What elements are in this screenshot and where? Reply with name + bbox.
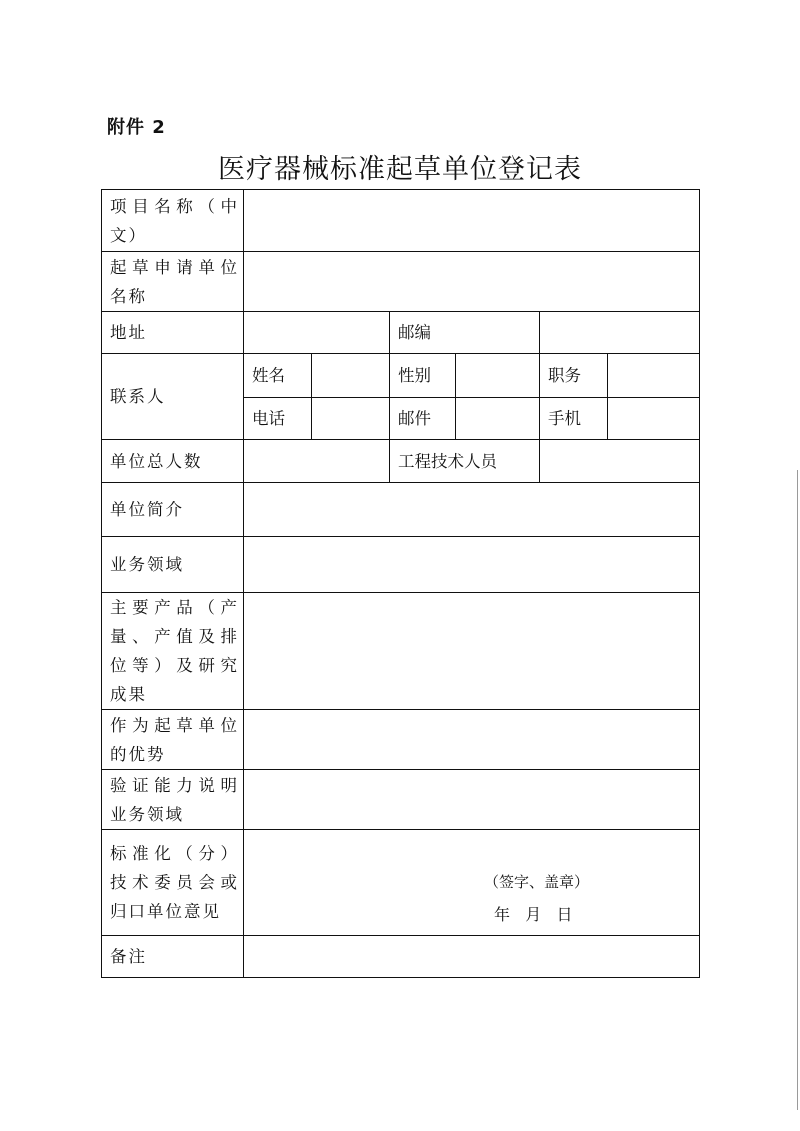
field-project-name[interactable] — [244, 190, 700, 252]
label-email: 邮件 — [390, 398, 456, 440]
attachment-label: 附件 2 — [107, 117, 166, 138]
field-main-products[interactable] — [244, 593, 700, 710]
row-staff — [102, 440, 700, 483]
field-business-field[interactable] — [244, 537, 700, 593]
field-mobile[interactable] — [608, 398, 700, 440]
label-advantages: 作为起草单位的优势 — [102, 710, 244, 770]
registration-form-table — [101, 189, 700, 978]
label-postcode: 邮编 — [390, 312, 540, 354]
field-verification[interactable] — [244, 770, 700, 830]
label-position: 职务 — [540, 354, 608, 398]
label-name: 姓名 — [244, 354, 312, 398]
row-verification — [102, 770, 700, 830]
label-address: 地址 — [102, 312, 244, 354]
field-advantages[interactable] — [244, 710, 700, 770]
label-mobile: 手机 — [540, 398, 608, 440]
field-name[interactable] — [312, 354, 390, 398]
row-main-products — [102, 593, 700, 710]
label-committee-opinion: 标准化（分）技术委员会或归口单位意见 — [102, 830, 244, 936]
row-address — [102, 312, 700, 354]
label-business-field: 业务领域 — [102, 537, 244, 593]
field-address[interactable] — [244, 312, 390, 354]
label-verification: 验证能力说明业务领域 — [102, 770, 244, 830]
row-committee-opinion — [102, 830, 700, 936]
field-applicant-unit-name[interactable] — [244, 252, 700, 312]
page-title: 医疗器械标准起草单位登记表 — [218, 154, 582, 185]
label-gender: 性别 — [390, 354, 456, 398]
label-applicant-unit-name: 起草申请单位名称 — [102, 252, 244, 312]
field-committee-opinion[interactable] — [244, 830, 700, 936]
field-unit-intro[interactable] — [244, 483, 700, 537]
label-project-name: 项目名称（中文） — [102, 190, 244, 252]
row-unit-intro — [102, 483, 700, 537]
label-phone: 电话 — [244, 398, 312, 440]
signature-date: 年 月 日 — [494, 905, 573, 924]
label-total-staff: 单位总人数 — [102, 440, 244, 483]
field-postcode[interactable] — [540, 312, 700, 354]
field-phone[interactable] — [312, 398, 390, 440]
row-contact-1 — [102, 354, 700, 398]
scan-edge-line — [797, 470, 798, 1110]
signature-stamp-note: （签字、盖章） — [484, 873, 590, 891]
field-tech-staff[interactable] — [540, 440, 700, 483]
field-position[interactable] — [608, 354, 700, 398]
field-email[interactable] — [456, 398, 540, 440]
field-gender[interactable] — [456, 354, 540, 398]
row-advantages — [102, 710, 700, 770]
label-contact: 联系人 — [102, 354, 244, 440]
row-business-field — [102, 537, 700, 593]
label-remarks: 备注 — [102, 936, 244, 978]
field-remarks[interactable] — [244, 936, 700, 978]
row-applicant-unit — [102, 252, 700, 312]
row-project-name — [102, 190, 700, 252]
label-unit-intro: 单位简介 — [102, 483, 244, 537]
field-total-staff[interactable] — [244, 440, 390, 483]
label-tech-staff: 工程技术人员 — [390, 440, 540, 483]
label-main-products: 主要产品（产量、产值及排位等）及研究成果 — [102, 593, 244, 710]
row-remarks — [102, 936, 700, 978]
